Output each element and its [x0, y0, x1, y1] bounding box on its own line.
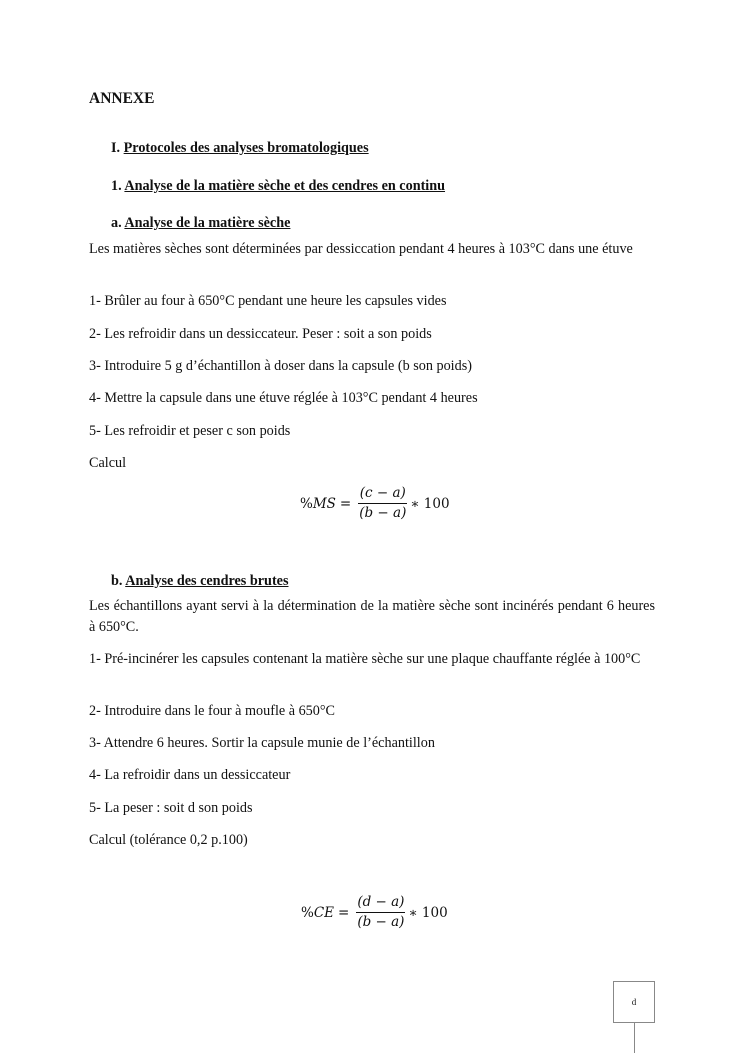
formula-lhs: CE	[313, 904, 335, 921]
percent-sign: %	[301, 904, 314, 921]
formula-denominator: (b − a)	[359, 505, 407, 521]
heading-number: a.	[111, 215, 122, 231]
heading-section-a	[111, 215, 290, 232]
section-a-step: 1- Brûler au four à 650°C pendant une heure les capsules vides	[89, 293, 447, 309]
formula-fraction	[356, 893, 405, 932]
heading-label: Analyse de la matière sèche	[124, 215, 291, 231]
heading-number: b.	[111, 573, 123, 589]
formula-factor: ∗ 100	[408, 904, 448, 921]
formula-numerator: (c − a)	[359, 485, 406, 501]
section-a-step: 2- Les refroidir dans un dessiccateur. Peser : soit a son poids	[89, 326, 432, 342]
formula-lhs: MS	[312, 495, 336, 512]
section-a-step: 4- Mettre la capsule dans une étuve réglée à 103°C pendant 4 heures	[89, 390, 478, 406]
page-marker: d	[631, 997, 637, 1007]
section-a-calc-label: Calcul	[89, 455, 127, 471]
heading-label: Analyse de la matière sèche et des cendres en continu	[124, 178, 446, 194]
formula-denominator: (b − a)	[357, 914, 405, 930]
section-b-step: 3- Attendre 6 heures. Sortir la capsule munie de l’échantillon	[89, 735, 435, 751]
section-b-calc-label: Calcul (tolérance 0,2 p.100)	[89, 832, 248, 848]
section-b-intro: Les échantillons ayant servi à la détermination de la matière sèche sont incinérés pendant 6 heures à 650°C.	[89, 598, 655, 635]
heading-section-b	[111, 573, 289, 590]
heading-number: I.	[111, 140, 121, 156]
section-a-intro: Les matières sèches sont déterminées par dessiccation pendant 4 heures à 103°C dans une étuve	[89, 241, 633, 257]
section-b-step: 4- La refroidir dans un dessiccateur	[89, 767, 291, 783]
heading-label: Analyse des cendres brutes	[125, 573, 289, 589]
page-marker-box	[613, 981, 655, 1023]
formula-ce	[301, 893, 448, 932]
percent-sign: %	[300, 495, 313, 512]
formula-ms	[300, 484, 450, 523]
heading-section-1	[111, 178, 445, 195]
section-a-step: 5- Les refroidir et peser c son poids	[89, 423, 291, 439]
section-a-step: 3- Introduire 5 g d’échantillon à doser dans la capsule (b son poids)	[89, 358, 472, 374]
section-b-step: 1- Pré-incinérer les capsules contenant la matière sèche sur une plaque chauffante réglée à 100°C	[89, 651, 641, 667]
page-title: ANNEXE	[89, 90, 155, 107]
formula-factor: ∗ 100	[410, 495, 450, 512]
equals-sign: =	[338, 904, 350, 921]
heading-section-i	[111, 140, 369, 157]
formula-numerator: (d − a)	[357, 894, 405, 910]
equals-sign: =	[339, 495, 352, 512]
page-marker-line	[634, 1023, 635, 1053]
formula-fraction	[358, 484, 407, 523]
heading-number: 1.	[111, 178, 122, 194]
section-b-step: 2- Introduire dans le four à moufle à 650°C	[89, 703, 336, 719]
section-b-step: 5- La peser : soit d son poids	[89, 800, 253, 816]
heading-label: Protocoles des analyses bromatologiques	[123, 140, 369, 156]
